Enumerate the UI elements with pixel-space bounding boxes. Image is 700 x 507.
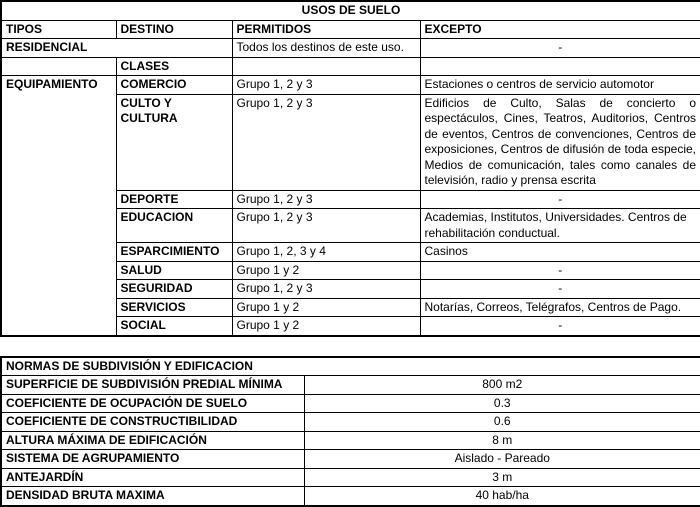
cell-destino: SERVICIOS — [116, 298, 232, 317]
cell-destino: CULTO Y CULTURA — [116, 94, 232, 190]
normas-title-row — [1, 357, 700, 376]
usos-title-row — [1, 1, 700, 20]
cell-clases-label: CLASES — [116, 57, 232, 76]
row-altura-maxima — [1, 431, 700, 450]
cell-norma-value: 800 m2 — [304, 376, 700, 395]
cell-excepto: - — [420, 261, 700, 280]
cell-tipo-residencial: RESIDENCIAL — [1, 39, 232, 58]
cell-destino: SOCIAL — [116, 317, 232, 336]
cell-permitidos: Grupo 1, 2 y 3 — [232, 94, 420, 190]
cell-excepto: - — [420, 317, 700, 336]
cell-excepto: - — [420, 280, 700, 299]
cell-permitidos: Grupo 1, 2 y 3 — [232, 190, 420, 209]
cell-destino: COMERCIO — [116, 76, 232, 95]
row-coef-constructibilidad — [1, 413, 700, 432]
cell-permitidos: Grupo 1 y 2 — [232, 317, 420, 336]
row-antejardin — [1, 468, 700, 487]
normas-table-title: NORMAS DE SUBDIVISIÓN Y EDIFICACION — [1, 357, 700, 376]
cell-norma-value: 3 m — [304, 468, 700, 487]
cell-norma-label: DENSIDAD BRUTA MAXIMA — [1, 487, 304, 506]
cell-norma-value: 8 m — [304, 431, 700, 450]
row-sistema-agrupamiento — [1, 450, 700, 469]
usos-header-row — [1, 20, 700, 39]
cell-excepto: Notarías, Correos, Telégrafos, Centros de Pago. — [420, 298, 700, 317]
cell-excepto: - — [420, 190, 700, 209]
row-residencial — [1, 39, 700, 58]
row-comercio — [1, 76, 700, 95]
cell-norma-label: COEFICIENTE DE OCUPACIÓN DE SUELO — [1, 394, 304, 413]
row-densidad-bruta — [1, 487, 700, 506]
cell-destino: EDUCACION — [116, 209, 232, 243]
col-header-destino: DESTINO — [116, 20, 232, 39]
normas-table — [0, 356, 700, 507]
cell-norma-label: ALTURA MÁXIMA DE EDIFICACIÓN — [1, 431, 304, 450]
col-header-excepto: EXCEPTO — [420, 20, 700, 39]
row-superficie — [1, 376, 700, 395]
cell-excepto-residencial: - — [420, 39, 700, 58]
cell-permitidos: Grupo 1, 2 y 3 — [232, 76, 420, 95]
cell-norma-label: SISTEMA DE AGRUPAMIENTO — [1, 450, 304, 469]
row-clases — [1, 57, 700, 76]
cell-excepto: Casinos — [420, 243, 700, 262]
cell-norma-value: 0.3 — [304, 394, 700, 413]
cell-destino: SEGURIDAD — [116, 280, 232, 299]
cell-permitidos-residencial: Todos los destinos de este uso. — [232, 39, 420, 58]
cell-tipos-empty — [1, 57, 116, 76]
cell-destino: SALUD — [116, 261, 232, 280]
cell-permitidos: Grupo 1 y 2 — [232, 298, 420, 317]
cell-permitidos: Grupo 1 y 2 — [232, 261, 420, 280]
usos-table-title: USOS DE SUELO — [1, 1, 700, 20]
cell-permitidos: Grupo 1, 2 y 3 — [232, 280, 420, 299]
cell-permitidos-empty — [232, 57, 420, 76]
cell-permitidos: Grupo 1, 2 y 3 — [232, 209, 420, 243]
cell-permitidos: Grupo 1, 2, 3 y 4 — [232, 243, 420, 262]
cell-excepto: Estaciones o centros de servicio automotor — [420, 76, 700, 95]
cell-excepto: Edificios de Culto, Salas de concierto o espectáculos, Cines, Teatros, Auditorios, Centros de eventos, Centros de convenciones, Centros de exposiciones, Centros de difusión de toda especie, Medios de comunicación, tales como canales de televisión, radio y prensa escrita — [420, 94, 700, 190]
cell-tipo-equipamiento: EQUIPAMIENTO — [1, 76, 116, 336]
cell-excepto: Academias, Institutos, Universidades. Centros de rehabilitación conductual. — [420, 209, 700, 243]
cell-norma-value: 40 hab/ha — [304, 487, 700, 506]
cell-norma-value: 0.6 — [304, 413, 700, 432]
cell-destino: ESPARCIMIENTO — [116, 243, 232, 262]
row-coef-ocupacion — [1, 394, 700, 413]
col-header-permitidos: PERMITIDOS — [232, 20, 420, 39]
col-header-tipos: TIPOS — [1, 20, 116, 39]
cell-norma-label: SUPERFICIE DE SUBDIVISIÓN PREDIAL MÍNIMA — [1, 376, 304, 395]
cell-norma-value: Aislado - Pareado — [304, 450, 700, 469]
cell-norma-label: COEFICIENTE DE CONSTRUCTIBILIDAD — [1, 413, 304, 432]
cell-excepto-empty — [420, 57, 700, 76]
cell-norma-label: ANTEJARDÍN — [1, 468, 304, 487]
cell-destino: DEPORTE — [116, 190, 232, 209]
